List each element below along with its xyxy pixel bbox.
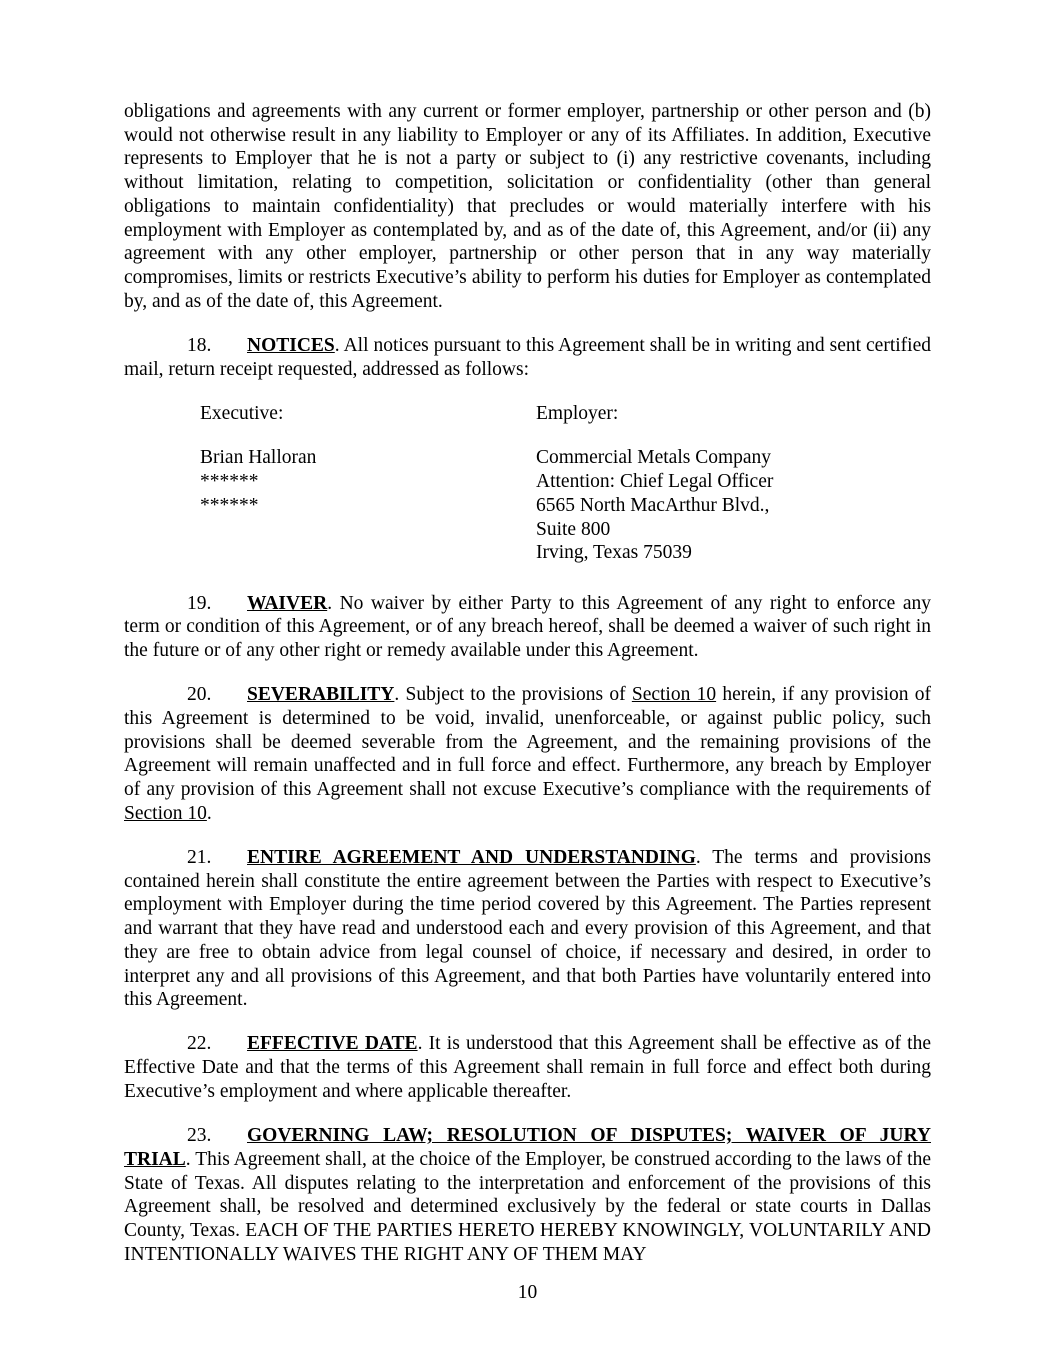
section-heading: NOTICES — [247, 334, 335, 356]
section-text: . Subject to the provisions of — [394, 684, 632, 706]
section-heading: GOVERNING LAW; RESOLUTION OF DISPUTES; WAIVER OF JURY TRIAL — [124, 1125, 931, 1170]
section-number: 21. — [187, 847, 212, 869]
section-text: . It is understood that this Agreement shall be effective as of the Effective Date and that the terms of this Agreement shall remain in full force and effect both during Executive’s employment and where applicable thereafter. — [124, 1033, 931, 1102]
intro-paragraph: obligations and agreements with any current or former employer, partnership or other person and (b) would not otherwise result in any liability to Employer or any of its Affiliates. In addition, Executive represents to Employer that he is not a party or subject to (i) any restrictive covenants, including without limitation, relating to competition, solicitation or confidentiality (other than general obligations to maintain confidentiality) that precludes or would materially interfere with his employment with Employer as contemplated by, and as of the date of, this Agreement, and/or (ii) any agreement with any other employer, partnership or other person that in any way materially compromises, limits or restricts Executive’s ability to perform his duties for Employer as contemplated by, and as of the date of, this Agreement. — [124, 101, 931, 312]
address-line: ****** — [200, 471, 259, 493]
employer-label: Employer: — [536, 402, 619, 424]
section-text: . All notices pursuant to this Agreement shall be in writing and sent certified mail, return receipt requested, addressed as follows: — [124, 334, 931, 380]
section-text: . — [206, 802, 212, 824]
address-line: 6565 North MacArthur Blvd., — [536, 494, 770, 516]
section-heading: WAIVER — [247, 592, 328, 614]
section-reference: Section 10 — [124, 802, 207, 824]
section-number: 22. — [187, 1033, 212, 1055]
document-page — [124, 100, 931, 1287]
section-number: 20. — [187, 684, 212, 706]
section-21-entire-agreement — [124, 846, 931, 1012]
page-number: 10 — [517, 1282, 538, 1303]
employer-address — [536, 402, 773, 565]
executive-address — [200, 402, 316, 518]
section-text: . No waiver by either Party to this Agreement of any right to enforce any term or condition of this Agreement, or of any breach hereof, shall be deemed a waiver of such right in the future or of any other right or remedy available under this Agreement. — [124, 592, 931, 662]
section-number: 18. — [187, 334, 212, 356]
address-line: ****** — [200, 494, 259, 516]
address-line: Suite 800 — [536, 518, 611, 540]
address-line: Commercial Metals Company — [536, 447, 772, 469]
section-text: herein, if any provision of this Agreement is determined to be void, invalid, unenforceable, or against public policy, such provisions shall be deemed severable from the Agreement, and the remaining provisions of the Agreement will remain unaffected and in full force and effect. Furthermore, any breach by Employer of any provision of this Agreement shall not excuse Executive’s compliance with the requirements of — [124, 684, 932, 801]
executive-label: Executive: — [200, 402, 284, 424]
section-20-severability — [124, 683, 931, 825]
address-line: Irving, Texas 75039 — [536, 542, 692, 564]
section-text: . The terms and provisions contained herein shall constitute the entire agreement between the Parties with respect to Executive’s employment with Employer during the time period covered by this Agreement. The Parties represent and warrant that they have read and understood each and every provision of this Agreement, and that they are free to obtain advice from legal counsel of choice, if necessary and desired, in order to interpret any and all provisions of this Agreement, and that both Parties have voluntarily entered into this Agreement. — [124, 847, 931, 1011]
section-22-effective-date — [124, 1032, 931, 1103]
section-heading: ENTIRE AGREEMENT AND UNDERSTANDING — [247, 847, 696, 869]
section-heading: EFFECTIVE DATE — [247, 1033, 418, 1055]
section-23-governing-law — [124, 1124, 931, 1266]
section-number: 19. — [187, 592, 212, 614]
section-heading: SEVERABILITY — [247, 684, 395, 706]
section-reference: Section 10 — [631, 684, 717, 706]
section-number: 23. — [187, 1125, 212, 1147]
section-18-notices — [124, 334, 931, 381]
notice-addresses — [124, 402, 931, 592]
address-line: Brian Halloran — [200, 447, 317, 469]
section-text: . This Agreement shall, at the choice of the Employer, be construed according to the laws of the State of Texas. All disputes relating to the interpretation and enforcement of the provisions of this Agreement shall, be resolved and determined exclusively by the federal or state courts in Dallas County, Texas. EACH OF THE PARTIES HERETO HEREBY KNOWINGLY, VOLUNTARILY AND INTENTIONALLY WAIVES THE RIGHT ANY OF THEM MAY — [124, 1148, 931, 1265]
section-19-waiver — [124, 592, 931, 663]
address-line: Attention: Chief Legal Officer — [536, 471, 774, 493]
